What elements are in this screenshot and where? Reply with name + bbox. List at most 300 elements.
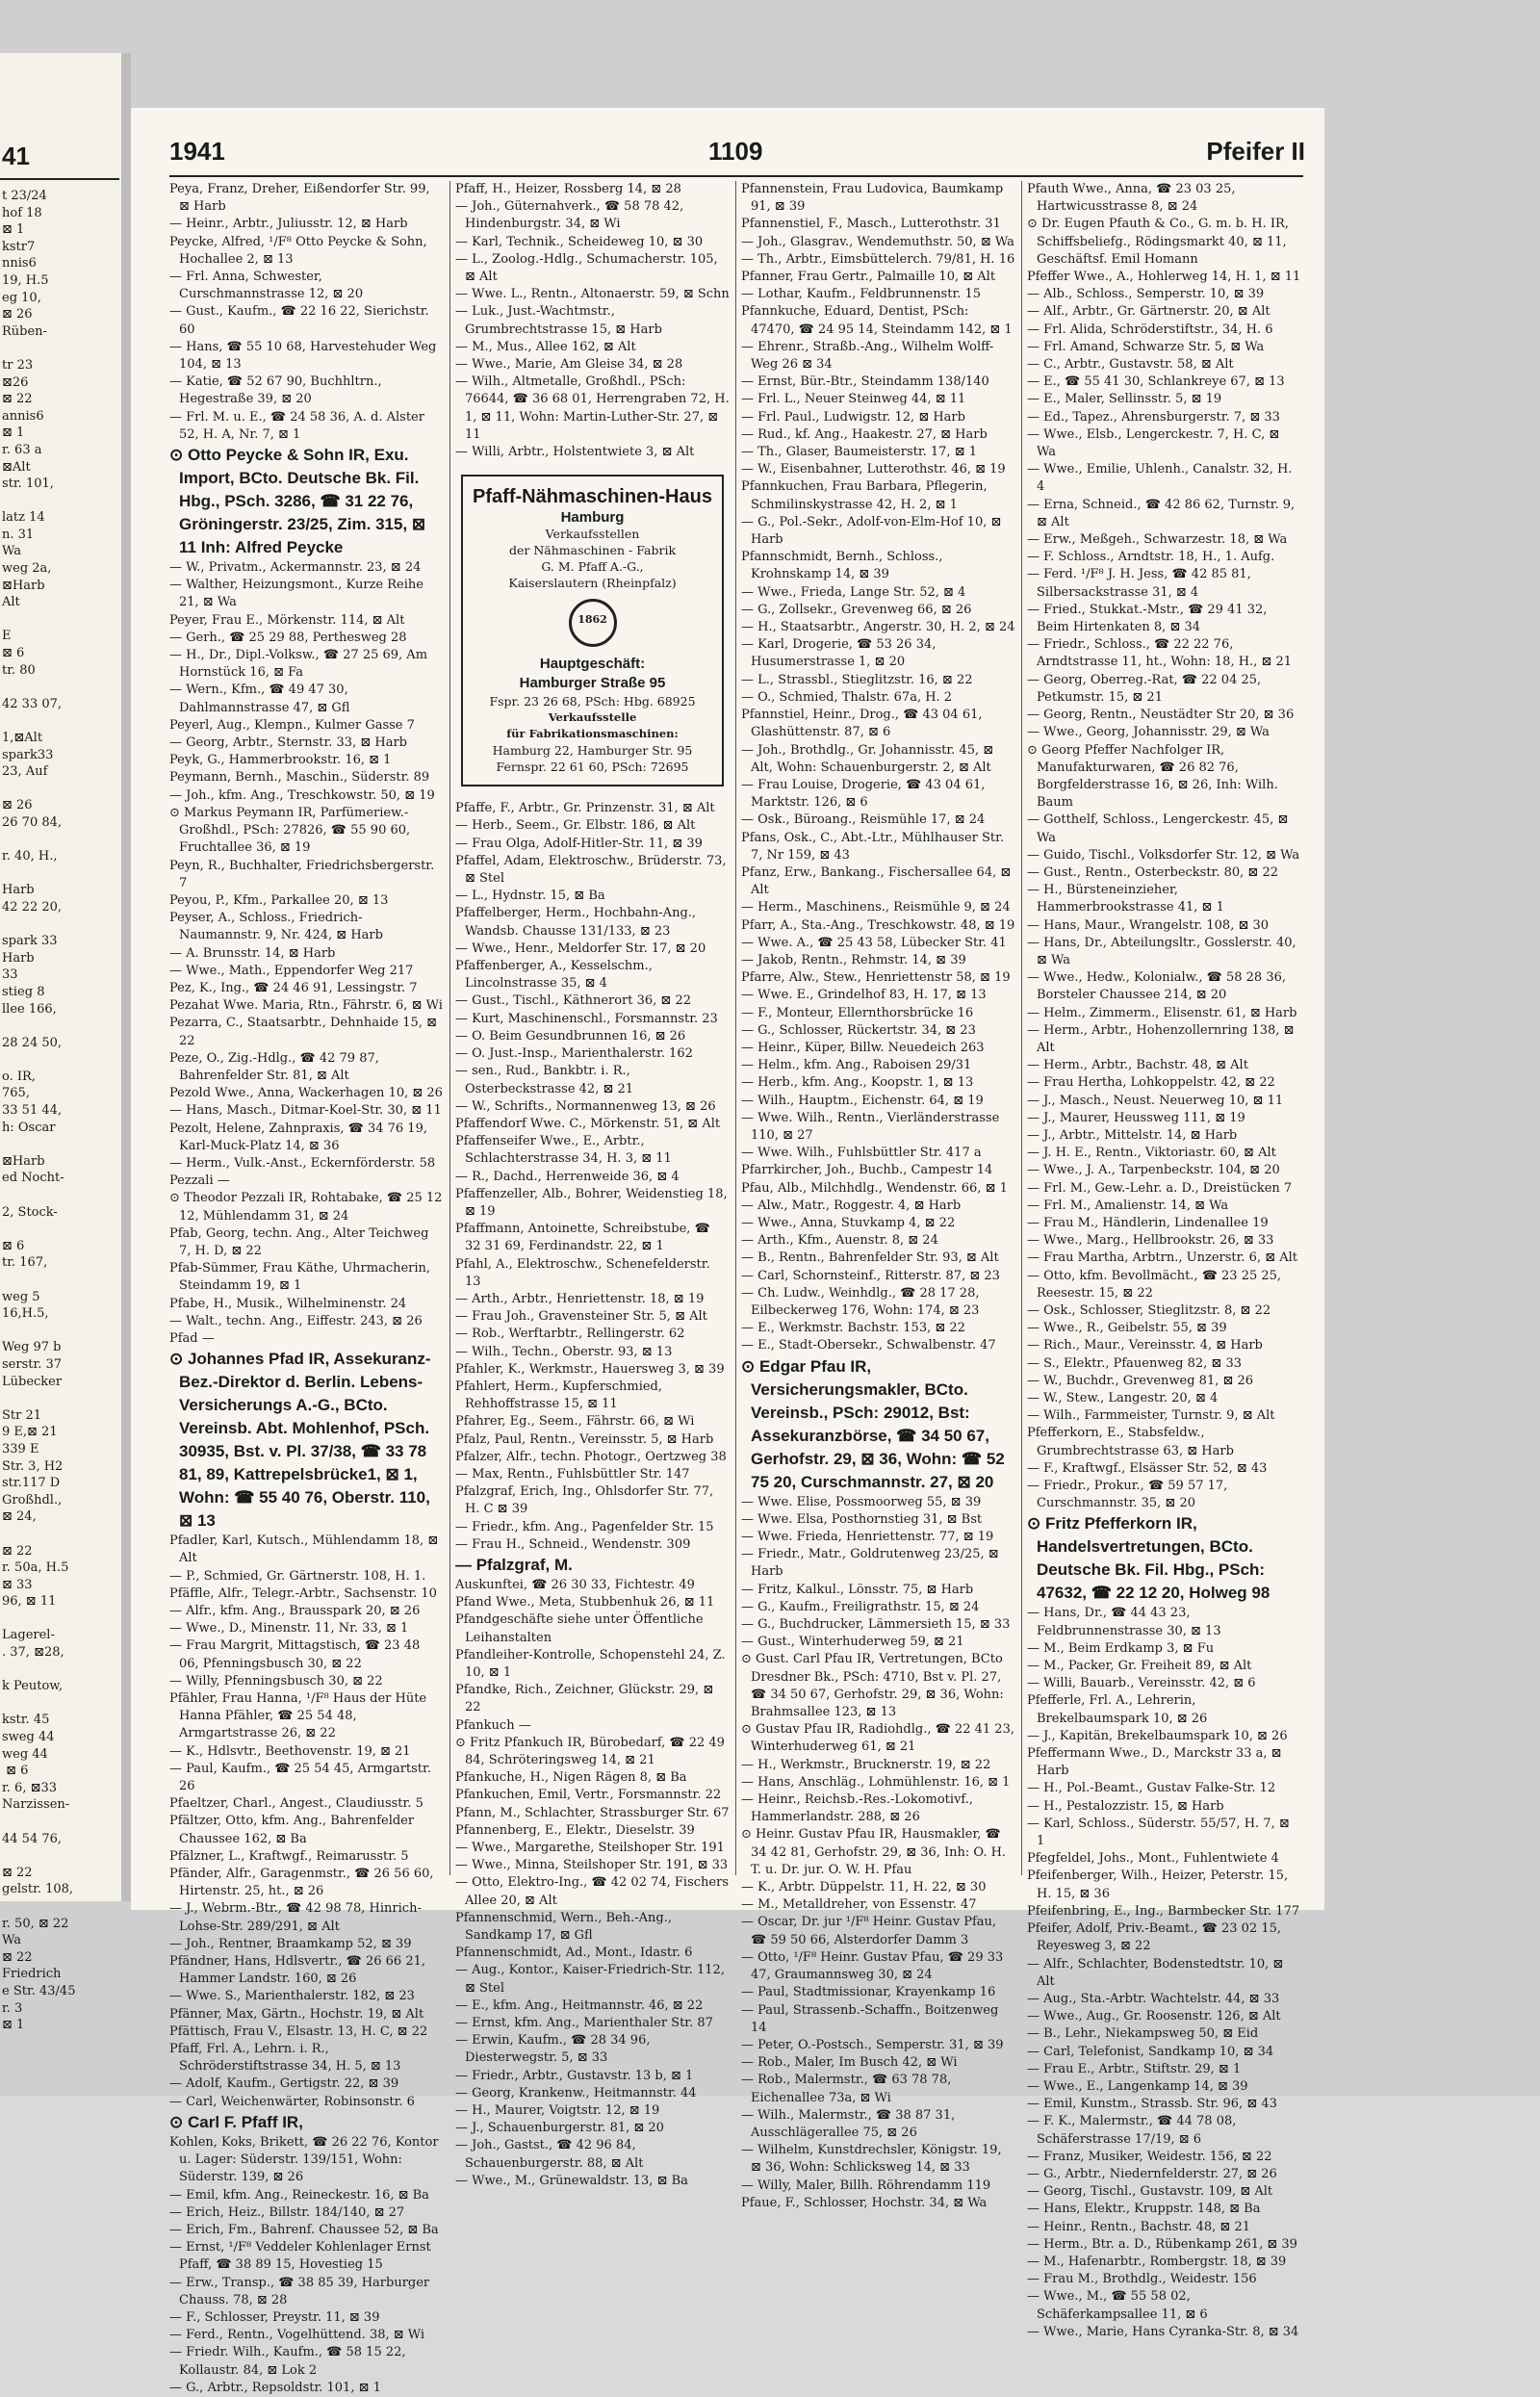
directory-entry: Pfaeltzer, Charl., Angest., Claudiusstr. 5	[169, 1796, 424, 1812]
directory-entry: — Wwe., Emilie, Uhlenh., Canalstr. 32, H. 4	[1027, 462, 1293, 495]
directory-entry: — G., Arbtr., Repsoldstr. 101, ⊠ 1	[169, 2380, 381, 2395]
directory-entry: Pezolt, Helene, Zahnpraxis, ☎ 34 76 19, Karl-Muck-Platz 14, ⊠ 36	[169, 1121, 427, 1153]
directory-entry: — Frau Hertha, Lohkoppelstr. 42, ⊠ 22	[1027, 1075, 1275, 1091]
directory-entry: Pfannenschmid, Wern., Beh.-Ang., Sandkamp 17, ⊠ Gfl	[455, 1910, 672, 1944]
directory-entry: Pfähler, Frau Hanna, ¹/F⁸ Haus der Hüte Hanna Pfähler, ☎ 25 54 48, Armgartstrasse 26, ⊠ 22	[169, 1691, 427, 1741]
directory-entry: Pfaffenseifer Wwe., E., Arbtr., Schlachterstrasse 34, H. 3, ⊠ 11	[455, 1134, 672, 1167]
directory-entry: — Otto, kfm. Bevollmächt., ☎ 23 25 25, Reesestr. 15, ⊠ 22	[1027, 1268, 1282, 1301]
directory-entry: — Frau Martha, Arbtrn., Unzerstr. 6, ⊠ Alt	[1027, 1250, 1298, 1266]
directory-entry: Pfannenberg, E., Elektr., Dieselstr. 39	[455, 1822, 695, 1838]
directory-entry: Pfann, M., Schlachter, Strassburger Str. 67	[455, 1805, 730, 1820]
directory-entry: — F. Schloss., Arndtstr. 18, H., 1. Aufg.	[1027, 550, 1275, 565]
directory-entry: — Luk., Just.-Wachtmstr., Grumbrechtstrasse 15, ⊠ Harb	[455, 304, 662, 337]
directory-entry: — B., Lehr., Niekampsweg 50, ⊠ Eid	[1027, 2026, 1259, 2042]
directory-entry: — Walther, Heizungsmont., Kurze Reihe 21, ⊠ Wa	[169, 578, 424, 610]
directory-entry: — Erna, Schneid., ☎ 42 86 62, Turnstr. 9, ⊠ Alt	[1027, 497, 1296, 529]
directory-entry: — Rob., Maler, Im Busch 42, ⊠ Wi	[741, 2055, 958, 2071]
directory-entry: — Guido, Tischl., Volksdorfer Str. 12, ⊠ Wa	[1027, 847, 1300, 863]
directory-entry: — Jakob, Rentn., Rehmstr. 14, ⊠ 39	[741, 952, 966, 967]
directory-entry: Pfand Wwe., Meta, Stubbenhuk 26, ⊠ 11	[455, 1595, 715, 1611]
directory-entry: Pfefferle, Frl. A., Lehrerin, Brekelbaumspark 10, ⊠ 26	[1027, 1693, 1208, 1726]
directory-entry: — Wwe., Aug., Gr. Roosenstr. 126, ⊠ Alt	[1027, 2009, 1281, 2024]
directory-entry: — Ed., Tapez., Ahrensburgerstr. 7, ⊠ 33	[1027, 409, 1280, 425]
directory-entry: ⊙ Gust. Carl Pfau IR, Vertretungen, BCto Dresdner Bk., PSch: 4710, Bst v. Pl. 27, ☎ 34 50 67, Gerhofstr. 29, ⊠ 36, Wohn: Brahmsallee 123, ⊠ 13	[741, 1652, 1004, 1720]
directory-entry: Pfaue, F., Schlosser, Hochstr. 34, ⊠ Wa	[741, 2195, 988, 2210]
directory-entry: — Wern., Kfm., ☎ 49 47 30, Dahlmannstrasse 47, ⊠ Gfl	[169, 683, 350, 715]
directory-entry: — Walt., techn. Ang., Eiffestr. 243, ⊠ 26	[169, 1313, 423, 1328]
directory-entry: — Frl. M., Gew.-Lehr. a. D., Dreistücken 7	[1027, 1180, 1293, 1196]
directory-entry: — J., Schauenburgerstr. 81, ⊠ 20	[455, 2121, 664, 2136]
directory-entry: — K., Arbtr. Düppelstr. 11, H. 22, ⊠ 30	[741, 1880, 987, 1895]
directory-entry: — Friedr. Wilh., Kaufm., ☎ 58 15 22, Kollaustr. 84, ⊠ Lok 2	[169, 2345, 406, 2378]
directory-entry: — Wilh., Techn., Oberstr. 93, ⊠ 13	[455, 1344, 673, 1359]
directory-entry: Pfab-Sümmer, Frau Käthe, Uhrmacherin, Steindamm 19, ⊠ 1	[169, 1261, 431, 1294]
directory-entry: — Joh., Güternahverk., ☎ 58 78 42, Hindenburgstr. 34, ⊠ Wi	[455, 199, 684, 232]
directory-entry: — G., Buchdrucker, Lämmersieth 15, ⊠ 33	[741, 1617, 1011, 1633]
page-header	[169, 137, 1305, 175]
directory-entry: — C., Arbtr., Gustavstr. 58, ⊠ Alt	[1027, 357, 1234, 373]
directory-entry: — Erich, Heiz., Billstr. 184/140, ⊠ 27	[169, 2204, 405, 2220]
directory-entry: — A. Brunsstr. 14, ⊠ Harb	[169, 945, 336, 961]
directory-entry: — Osk., Schlosser, Stieglitzstr. 8, ⊠ 22	[1027, 1303, 1271, 1318]
directory-entry: ⊙ Theodor Pezzali IR, Rohtabake, ☎ 25 12 12, Mühlendamm 31, ⊠ 24	[169, 1191, 443, 1224]
directory-entry: — Erich, Fm., Bahrenf. Chaussee 52, ⊠ Ba	[169, 2222, 439, 2237]
directory-entry: — Willy, Maler, Billh. Röhrendamm 119	[741, 2178, 991, 2193]
directory-entry: — Karl, Technik., Scheideweg 10, ⊠ 30	[455, 234, 704, 249]
directory-entry: — Herm., Btr. a. D., Rübenkamp 261, ⊠ 39	[1027, 2236, 1297, 2252]
directory-entry: Peya, Franz, Dreher, Eißendorfer Str. 99, ⊠ Harb	[169, 182, 430, 215]
directory-entry: Pfeffermann Wwe., D., Marckstr 33 a, ⊠ Harb	[1027, 1746, 1282, 1779]
directory-entry: Auskunftei, ☎ 26 30 33, Fichtestr. 49	[455, 1577, 695, 1592]
directory-entry: — Wilh., Altmetalle, Großhdl., PSch: 76644, ☎ 36 68 01, Herrengraben 72, H. 1, ⊠ 11, Wohn: Martin-Luther-Str. 27, ⊠ 11	[455, 374, 730, 442]
directory-entry: — Friedr., Matr., Goldrutenweg 23/25, ⊠ Harb	[741, 1547, 999, 1580]
directory-entry: — Wwe., Frieda, Lange Str. 52, ⊠ 4	[741, 584, 966, 600]
directory-entry: — Helm., kfm. Ang., Raboisen 29/31	[741, 1058, 972, 1073]
directory-entry: — Wwe., Marie, Hans Cyranka-Str. 8, ⊠ 34	[1027, 2324, 1299, 2339]
directory-entry: — H., Pestalozzistr. 15, ⊠ Harb	[1027, 1798, 1224, 1814]
directory-entry: — Arth., Arbtr., Henriettenstr. 18, ⊠ 19	[455, 1291, 705, 1306]
directory-entry: — Frau Olga, Adolf-Hitler-Str. 11, ⊠ 39	[455, 836, 703, 851]
directory-entry: — Alf., Arbtr., Gr. Gärtnerstr. 20, ⊠ Alt	[1027, 304, 1270, 320]
directory-entry: — Friedr., Arbtr., Gustavstr. 13 b, ⊠ 1	[455, 2068, 694, 2083]
directory-entry: — Frl. M., Amalienstr. 14, ⊠ Wa	[1027, 1198, 1229, 1213]
directory-entry: — Willi, Bauarb., Vereinsstr. 42, ⊠ 6	[1027, 1676, 1256, 1691]
directory-entry: Pfaffelberger, Herm., Hochbahn-Ang., Wandsb. Chausse 131/133, ⊠ 23	[455, 906, 697, 939]
directory-entry: — Emil, Kunstm., Strassb. Str. 96, ⊠ 43	[1027, 2097, 1277, 2112]
directory-entry: — Joh., Brothdlg., Gr. Johannisstr. 45, ⊠ Alt, Wohn: Schauenburgerstr. 2, ⊠ Alt	[741, 742, 994, 775]
page-year: 1941	[169, 137, 225, 166]
directory-entry: — Wwe., Minna, Steilshoper Str. 191, ⊠ 33	[455, 1858, 729, 1873]
column-divider	[449, 181, 450, 1875]
pfaff-advertisement	[461, 475, 724, 786]
directory-entry: — Ferd. ¹/F⁸ J. H. Jess, ☎ 42 85 81, Silbersackstrasse 31, ⊠ 4	[1027, 567, 1251, 600]
directory-entry: Pfälzner, L., Kraftwgf., Reimarusstr. 5	[169, 1848, 409, 1864]
directory-entry: — J. H. E., Rentn., Viktoriastr. 60, ⊠ Alt	[1027, 1146, 1276, 1161]
directory-entry: — Herm., Arbtr., Bachstr. 48, ⊠ Alt	[1027, 1058, 1248, 1073]
directory-entry: — Herm., Arbtr., Hohenzollernring 138, ⊠ Alt	[1027, 1022, 1295, 1055]
directory-entry: — Rud., kf. Ang., Haakestr. 27, ⊠ Harb	[741, 426, 988, 442]
directory-entry: — E., kfm. Ang., Heitmannstr. 46, ⊠ 22	[455, 1998, 704, 2013]
directory-entry: ⊙ Carl F. Pfaff IR,	[169, 2112, 303, 2131]
directory-entry: — Friedr., kfm. Ang., Pagenfelder Str. 15	[455, 1519, 714, 1534]
directory-entry: — Th., Glaser, Baumeisterstr. 17, ⊠ 1	[741, 445, 977, 460]
directory-entry: — Herb., kfm. Ang., Koopstr. 1, ⊠ 13	[741, 1075, 974, 1091]
directory-entry: Pfannkuchen, Frau Barbara, Pflegerin, Schmilinskystrasse 42, H. 2, ⊠ 1	[741, 479, 988, 512]
directory-entry: ⊙ Markus Peymann IR, Parfümeriew.-Großhdl., PSch: 27826, ☎ 55 90 60, Fruchtallee 36, ⊠ 19	[169, 805, 411, 856]
directory-entry: — Herm., Maschinens., Reismühle 9, ⊠ 24	[741, 900, 1011, 915]
directory-entry: — M., Mus., Allee 162, ⊠ Alt	[455, 339, 636, 354]
directory-entry: — Wwe., Margarethe, Steilshoper Str. 191	[455, 1841, 725, 1856]
ad-sub: für Fabrikationsmaschinen:	[506, 727, 679, 741]
directory-entry: — W., Privatm., Ackermannstr. 23, ⊠ 24	[169, 560, 422, 576]
directory-entry: — Th., Arbtr., Eimsbüttelerch. 79/81, H. 16	[741, 251, 1015, 267]
directory-entry: — Wwe., R., Geibelstr. 55, ⊠ 39	[1027, 1321, 1227, 1336]
directory-entry: Pezold Wwe., Anna, Wackerhagen 10, ⊠ 26	[169, 1086, 443, 1101]
directory-entry: — L., Zoolog.-Hdlg., Schumacherstr. 105, ⊠ Alt	[455, 251, 718, 285]
directory-entry: Pfättisch, Frau V., Elsastr. 13, H. C, ⊠ 22	[169, 2023, 428, 2039]
directory-entry: Pfandleiher-Kontrolle, Schopenstehl 24, Z. 10, ⊠ 1	[455, 1647, 726, 1680]
directory-entry: — Heinr., Küper, Billw. Neuedeich 263	[741, 1040, 985, 1055]
directory-entry: — Wilh., Hauptm., Eichenstr. 64, ⊠ 19	[741, 1093, 984, 1108]
directory-entry: Pfannenschmidt, Ad., Mont., Idastr. 6	[455, 1946, 693, 1961]
directory-entry: Pfannstiel, Heinr., Drog., ☎ 43 04 61, Glashüttenstr. 87, ⊠ 6	[741, 708, 983, 740]
directory-entry: — Wwe. Frieda, Henriettenstr. 77, ⊠ 19	[741, 1530, 994, 1545]
directory-entry: — Alfr., Schlachter, Bodenstedtstr. 10, ⊠ Alt	[1027, 1956, 1284, 1989]
previous-page-text-fragments: t 23/24 hof 18 ⊠ 1 kstr7 nnis6 19, H.5 eg 10, ⊠ 26 Rüben- tr 23 ⊠26 ⊠ 22 annis6 ⊠ 1 r. 63 a ⊠Alt str. 101, latz 14 n. 31 Wa weg 2a, ⊠Harb Alt E ⊠ 6 tr. 80 42 33 07, 1,⊠Alt spark33 23, Auf ⊠ 26 26 70 84, r. 40, H., Harb 42 22 20, spark 33 Harb 33 stieg 8 llee 166, 28 24 50, o. IR, 765, 33 51 44, h: Oscar ⊠Harb ed Nocht- 2, Stock- ⊠ 6 tr. 167, weg 5 16,H.5, Weg 97 b serstr. 37 Lübecker Str 21 9 E,⊠ 21 339 E Str. 3, H2 str.117 D Großhdl., ⊠ 24, ⊠ 22 r. 50a, H.5 ⊠ 33 96, ⊠ 11 Lagerel- . 37, ⊠28, k Peutow, kstr. 45 sweg 44 weg 44 ⊠ 6 r. 6, ⊠33 Narzissen- 44 54 76, ⊠ 22 gelstr. 108, r. 50, ⊠ 22 Wa ⊠ 22 Friedrich e Str. 43/45 r. 3 ⊠ 1	[2, 189, 76, 2033]
directory-entry: — Georg, Oberreg.-Rat, ☎ 22 04 25, Petkumstr. 15, ⊠ 21	[1027, 672, 1262, 705]
directory-entry: ⊙ Fritz Pfankuch IR, Bürobedarf, ☎ 22 49 84, Schröteringsweg 14, ⊠ 21	[455, 1735, 725, 1768]
directory-entry: Pfaffe, F., Arbtr., Gr. Prinzenstr. 31, ⊠ Alt	[455, 801, 715, 816]
directory-entry: Pfabe, H., Musik., Wilhelminenstr. 24	[169, 1296, 407, 1311]
directory-entry: — Carl, Telefonist, Sandkamp 10, ⊠ 34	[1027, 2044, 1274, 2059]
directory-entry: — Joh., Gastst., ☎ 42 96 84, Schauenburgerstr. 88, ⊠ Alt	[455, 2138, 644, 2171]
directory-entry: — Friedr., Prokur., ☎ 59 57 17, Curschmannstr. 35, ⊠ 20	[1027, 1479, 1228, 1511]
directory-entry: — Hans, ☎ 55 10 68, Harvestehuder Weg 104, ⊠ 13	[169, 339, 437, 373]
directory-entry: — M., Metalldreher, von Essenstr. 47	[741, 1897, 977, 1913]
directory-entry: — Emil, kfm. Ang., Reineckestr. 16, ⊠ Ba	[169, 2187, 429, 2203]
directory-entry: — Pfalzgraf, M.	[455, 1555, 573, 1574]
directory-entry: — Katie, ☎ 52 67 90, Buchhltrn., Hegestraße 39, ⊠ 20	[169, 374, 382, 407]
directory-entry: Peyou, P., Kfm., Parkallee 20, ⊠ 13	[169, 892, 389, 908]
directory-entry: — Peter, O.-Postsch., Semperstr. 31, ⊠ 39	[741, 2037, 1004, 2052]
directory-entry: — Heinr., Arbtr., Juliusstr. 12, ⊠ Harb	[169, 217, 408, 232]
directory-entry: Pfans, Osk., C., Abt.-Ltr., Mühlhauser Str. 7, Nr 159, ⊠ 43	[741, 830, 1005, 863]
directory-entry: — Wwe., Math., Eppendorfer Weg 217	[169, 963, 414, 978]
directory-entry: — sen., Rud., Bankbtr. i. R., Osterbeckstrasse 42, ⊠ 21	[455, 1064, 634, 1096]
ad-title: Pfaff-Nähmaschinen-Haus	[473, 486, 712, 508]
directory-entry: — Frau Margrit, Mittagstisch, ☎ 23 48 06, Pfenningsbusch 30, ⊠ 22	[169, 1638, 421, 1671]
ad-hq-title: Hauptgeschäft:	[539, 656, 646, 673]
directory-entry: — Frau M., Brothdlg., Weidestr. 156	[1027, 2272, 1257, 2287]
directory-entry: ⊙ Edgar Pfau IR, Versicherungsmakler, BCto. Vereinsb., PSch: 29012, Bst: Assekuranzbörse, ☎ 34 50 67, Gerhofstr. 29, ⊠ 36, Wohn: ☎ 52 75 20, Curschmannstr. 27, ⊠ 20	[741, 1356, 1005, 1491]
directory-entry: — K., Hdlsvtr., Beethovenstr. 19, ⊠ 21	[169, 1743, 411, 1759]
directory-entry: — Helm., Zimmerm., Elisenstr. 61, ⊠ Harb	[1027, 1005, 1297, 1020]
directory-entry: Peyk, G., Hammerbrookstr. 16, ⊠ 1	[169, 753, 392, 768]
directory-entry: ⊙ Fritz Pfefferkorn IR, Handelsvertretungen, BCto. Deutsche Bk. Fil. Hbg., PSch: 47632, ☎ 22 12 20, Holweg 98	[1027, 1514, 1270, 1603]
directory-entry: — E., Maler, Sellinsstr. 5, ⊠ 19	[1027, 392, 1222, 407]
directory-entry: — E., ☎ 55 41 30, Schlankreye 67, ⊠ 13	[1027, 374, 1285, 390]
directory-entry: — Joh., Rentner, Braamkamp 52, ⊠ 39	[169, 1936, 412, 1951]
directory-entry: Pfauth Wwe., Anna, ☎ 23 03 25, Hartwicusstrasse 8, ⊠ 24	[1027, 182, 1236, 215]
directory-entry: Pfäffle, Alfr., Telegr.-Arbtr., Sachsenstr. 10	[169, 1585, 437, 1601]
directory-entry: — Paul, Strassenb.-Schaffn., Boitzenweg 14	[741, 2002, 999, 2035]
directory-entry: — M., Beim Erdkamp 3, ⊠ Fu	[1027, 1640, 1215, 1656]
directory-entry: — Heinr., Rentn., Bachstr. 48, ⊠ 21	[1027, 2219, 1251, 2234]
directory-entry: — Frl. Alida, Schröderstiftstr., 34, H. 6	[1027, 322, 1273, 337]
directory-entry: Pfeifenbring, E., Ing., Barmbecker Str. 177	[1027, 1903, 1300, 1919]
directory-entry: — Gust., Tischl., Käthnerort 36, ⊠ 22	[455, 993, 692, 1009]
directory-entry: Peyser, A., Schloss., Friedrich-Naumannstr. 9, Nr. 424, ⊠ Harb	[169, 911, 383, 943]
ad-line: der Nähmaschinen - Fabrik	[508, 543, 677, 558]
directory-entry: — Herm., Vulk.-Anst., Eckernförderstr. 58	[169, 1155, 436, 1171]
directory-entry: — Hans, Dr., ☎ 44 43 23, Feldbrunnenstrasse 30, ⊠ 13	[1027, 1606, 1221, 1638]
directory-entry: — Wwe. A., ☎ 25 43 58, Lübecker Str. 41	[741, 935, 1007, 950]
directory-entry: — Joh., Glasgrav., Wendemuthstr. 50, ⊠ Wa	[741, 234, 1014, 249]
directory-entry: — G., Zollsekr., Grevenweg 66, ⊠ 26	[741, 602, 972, 617]
directory-entry: Pezahat Wwe. Maria, Rtn., Fährstr. 6, ⊠ Wi	[169, 998, 443, 1014]
directory-entry: ⊙ Gustav Pfau IR, Radiohdlg., ☎ 22 41 23, Winterhuderweg 61, ⊠ 21	[741, 1722, 1014, 1755]
directory-entry: — Friedr., Schloss., ☎ 22 22 76, Arndtstrasse 11, ht., Wohn: 18, H., ⊠ 21	[1027, 637, 1293, 670]
directory-entry: — Arth., Kfm., Auenstr. 8, ⊠ 24	[741, 1233, 938, 1249]
directory-entry: ⊙ Heinr. Gustav Pfau IR, Hausmakler, ☎ 34 42 81, Gerhofstr. 29, ⊠ 36, Inh: O. H. T. u. Dr. jur. O. W. H. Pfau	[741, 1827, 1007, 1877]
directory-entry: — Wwe., M., ☎ 55 58 02, Schäferkampsallee 11, ⊠ 6	[1027, 2289, 1208, 2322]
directory-entry: — Wilh., Malermstr., ☎ 38 87 31, Ausschlägerallee 75, ⊠ 26	[741, 2107, 956, 2140]
directory-entry: Pfarr, A., Sta.-Ang., Treschkowstr. 48, ⊠ 19	[741, 917, 1015, 933]
directory-entry: Pfannenstiel, F., Masch., Lutterothstr. 31	[741, 217, 1001, 232]
directory-entry: — J., Maurer, Heussweg 111, ⊠ 19	[1027, 1110, 1245, 1125]
directory-entry: — O. Just.-Insp., Marienthalerstr. 162	[455, 1046, 693, 1062]
directory-entry: — Wwe., M., Grünewaldstr. 13, ⊠ Ba	[455, 2173, 688, 2188]
directory-entry: Pfannkuche, Eduard, Dentist, PSch: 47470, ☎ 24 95 14, Steindamm 142, ⊠ 1	[741, 304, 1013, 337]
directory-entry: — Kurt, Maschinenschl., Forsmannstr. 23	[455, 1011, 718, 1026]
directory-entry: — Georg, Arbtr., Sternstr. 33, ⊠ Harb	[169, 735, 407, 751]
directory-entry: — Herb., Seem., Gr. Elbstr. 186, ⊠ Alt	[455, 818, 696, 834]
directory-entry: — Rob., Werftarbtr., Rellingerstr. 62	[455, 1327, 685, 1342]
directory-entry: — Frau M., Händlerin, Lindenallee 19	[1027, 1215, 1269, 1230]
directory-entry: Pezarra, C., Staatsarbtr., Dehnhaide 15, ⊠ 22	[169, 1016, 437, 1048]
directory-entry: Pfanz, Erw., Bankang., Fischersallee 64, ⊠ Alt	[741, 864, 1012, 898]
directory-entry: — Fritz, Kalkul., Lönsstr. 75, ⊠ Harb	[741, 1582, 974, 1597]
directory-entry: Pfaffenzeller, Alb., Bohrer, Weidenstieg 18, ⊠ 19	[455, 1186, 728, 1219]
directory-entry: — Osk., Büroang., Reismühle 17, ⊠ 24	[741, 812, 986, 828]
directory-entry: — Hans, Masch., Ditmar-Koel-Str. 30, ⊠ 11	[169, 1103, 442, 1119]
directory-entry: Pfanner, Frau Gertr., Palmaille 10, ⊠ Alt	[741, 270, 996, 285]
directory-entry: — Wwe., Anna, Stuvkamp 4, ⊠ 22	[741, 1215, 956, 1230]
directory-entry: Pfandgeschäfte siehe unter Öffentliche Leihanstalten	[455, 1612, 704, 1645]
ad-line: Verkaufsstellen	[545, 527, 640, 542]
directory-entry: — Oscar, Dr. jur ¹/F⁸ Heinr. Gustav Pfau, ☎ 59 50 66, Alsterdorfer Damm 3	[741, 1915, 997, 1947]
directory-entry: — Frl. Anna, Schwester, Curschmannstrasse 12, ⊠ 20	[169, 270, 364, 302]
directory-entry: — G., Pol.-Sekr., Adolf-von-Elm-Hof 10, ⊠ Harb	[741, 514, 1002, 548]
directory-entry: — Carl, Weichenwärter, Robinsonstr. 6	[169, 2094, 415, 2109]
directory-entry: — R., Dachd., Herrenweide 36, ⊠ 4	[455, 1169, 680, 1184]
directory-entry: Pfahrer, Eg., Seem., Fährstr. 66, ⊠ Wi	[455, 1414, 695, 1430]
directory-entry: Pez, K., Ing., ☎ 24 46 91, Lessingstr. 7	[169, 980, 418, 995]
page-number: 1109	[708, 137, 763, 166]
directory-entry: — Joh., kfm. Ang., Treschkowstr. 50, ⊠ 19	[169, 787, 435, 803]
directory-entry: — Erwin, Kaufm., ☎ 28 34 96, Diesterwegstr. 5, ⊠ 33	[455, 2033, 651, 2066]
directory-entry: — Wilhelm, Kunstdrechsler, Königstr. 19, ⊠ 36, Wohn: Schlicksweg 14, ⊠ 33	[741, 2143, 1002, 2176]
directory-entry: — Carl, Schornsteinf., Ritterstr. 87, ⊠ 23	[741, 1268, 1000, 1283]
directory-entry: Kohlen, Koks, Brikett, ☎ 26 22 76, Kontor u. Lager: Süderstr. 139/151, Wohn: Süderstr. 139, ⊠ 26	[169, 2134, 439, 2185]
directory-entry: Pfänder, Alfr., Garagenmstr., ☎ 26 56 60, Hirtenstr. 25, ht., ⊠ 26	[169, 1867, 434, 1899]
directory-entry: — Wwe. Elise, Possmoorweg 55, ⊠ 39	[741, 1494, 982, 1509]
running-head: Pfeifer II	[1206, 137, 1305, 166]
directory-entry: — H., Werkmstr., Brucknerstr. 19, ⊠ 22	[741, 1757, 991, 1772]
directory-entry: — Wwe., Marie, Am Gleise 34, ⊠ 28	[455, 357, 683, 373]
directory-entry: — Alb., Schloss., Semperstr. 10, ⊠ 39	[1027, 287, 1265, 302]
directory-page	[131, 108, 1324, 2395]
directory-entry: — Aug., Kontor., Kaiser-Friedrich-Str. 112, ⊠ Stel	[455, 1963, 725, 1996]
column-divider	[735, 181, 736, 1875]
directory-entry: Pfab, Georg, techn. Ang., Alter Teichweg 7, H. D, ⊠ 22	[169, 1225, 429, 1258]
directory-entry: — Gerh., ☎ 25 29 88, Perthesweg 28	[169, 630, 407, 645]
directory-entry: — F., Kraftwgf., Elsässer Str. 52, ⊠ 43	[1027, 1460, 1268, 1476]
directory-entry: — H., Maurer, Voigtstr. 12, ⊠ 19	[455, 2103, 660, 2119]
directory-entry: Pfaffmann, Antoinette, Schreibstube, ☎ 32 31 69, Ferdinandstr. 22, ⊠ 1	[455, 1222, 710, 1254]
directory-entry: — H., Dr., Dipl.-Volksw., ☎ 27 25 69, Am Hornstück 16, ⊠ Fa	[169, 648, 428, 681]
directory-entry: — F., Schlosser, Preystr. 11, ⊠ 39	[169, 2309, 380, 2325]
directory-entry: Pfaffendorf Wwe. C., Mörkenstr. 51, ⊠ Alt	[455, 1116, 721, 1131]
ad-sub: Fernspr. 22 61 60, PSch: 72695	[496, 760, 689, 775]
directory-entry: Pfahler, K., Werkmstr., Hauersweg 3, ⊠ 39	[455, 1361, 725, 1377]
directory-entry: Pfalzer, Alfr., techn. Photogr., Oertzweg 38	[455, 1449, 727, 1464]
directory-entry: Pfeffer Wwe., A., Hohlerweg 14, H. 1, ⊠ 11	[1027, 270, 1301, 285]
directory-entry: — Wwe., Hedw., Kolonialw., ☎ 58 28 36, Borsteler Chaussee 214, ⊠ 20	[1027, 970, 1286, 1003]
directory-entry: — J., Masch., Neust. Neuerweg 10, ⊠ 11	[1027, 1093, 1284, 1108]
directory-entry: — Willy, Pfenningsbusch 30, ⊠ 22	[169, 1673, 383, 1688]
previous-page-rule	[0, 178, 119, 180]
directory-entry: — S., Elektr., Pfauenweg 82, ⊠ 33	[1027, 1355, 1242, 1371]
directory-entry: — F. K., Malermstr., ☎ 44 78 08, Schäferstrasse 17/19, ⊠ 6	[1027, 2114, 1237, 2147]
directory-entry: — O., Schmied, Thalstr. 67a, H. 2	[741, 689, 953, 705]
previous-page-edge	[0, 53, 123, 2033]
directory-entry: — B., Rentn., Bahrenfelder Str. 93, ⊠ Alt	[741, 1250, 999, 1266]
directory-entry: Pfältzer, Otto, kfm. Ang., Bahrenfelder Chaussee 162, ⊠ Ba	[169, 1814, 415, 1846]
directory-entry: — Franz, Musiker, Weidestr. 156, ⊠ 22	[1027, 2149, 1272, 2164]
directory-entry: Pfadler, Karl, Kutsch., Mühlendamm 18, ⊠ Alt	[169, 1534, 439, 1566]
directory-entry: Pfankuche, H., Nigen Rägen 8, ⊠ Ba	[455, 1770, 687, 1786]
directory-entry: — Gotthelf, Schloss., Lengerckestr. 45, ⊠ Wa	[1027, 812, 1289, 845]
ad-sub: Hamburg 22, Hamburger Str. 95	[492, 743, 693, 759]
directory-entry: — J., Webrm.-Btr., ☎ 42 98 78, Hinrich-Lohse-Str. 289/291, ⊠ Alt	[169, 1901, 422, 1934]
directory-entry: — H., Pol.-Beamt., Gustav Falke-Str. 12	[1027, 1781, 1276, 1796]
ad-city: Hamburg	[560, 509, 625, 527]
directory-entry: Pfarre, Alw., Stew., Henriettenstr 58, ⊠ 19	[741, 970, 1011, 986]
directory-entry: Pfeifer, Adolf, Priv.-Beamt., ☎ 23 02 15, Reyesweg 3, ⊠ 22	[1027, 1921, 1282, 1954]
directory-entry: — Frau Joh., Gravensteiner Str. 5, ⊠ Alt	[455, 1309, 707, 1325]
directory-entry: — Ehrenr., Straßb.-Ang., Wilhelm Wolff-Weg 26 ⊠ 34	[741, 339, 994, 373]
directory-entry: — O. Beim Gesundbrunnen 16, ⊠ 26	[455, 1028, 686, 1044]
directory-entry: Pezzali —	[169, 1173, 230, 1189]
directory-entry: Pfankuchen, Emil, Vertr., Forsmannstr. 22	[455, 1788, 722, 1803]
directory-entry: Pfegfeldel, Johs., Mont., Fuhlentwiete 4	[1027, 1851, 1279, 1867]
directory-entry: — Wilh., Farmmeister, Turnstr. 9, ⊠ Alt	[1027, 1408, 1275, 1424]
directory-entry: Pfau, Alb., Milchhdlg., Wendenstr. 66, ⊠ 1	[741, 1180, 1008, 1196]
entry-column-4	[1027, 181, 1301, 2339]
directory-entry: — Paul, Stadtmissionar, Krayenkamp 16	[741, 1985, 996, 2000]
directory-entry: Pfefferkorn, E., Stabsfeldw., Grumbrechtstrasse 63, ⊠ Harb	[1027, 1426, 1234, 1458]
directory-entry: ⊙ Dr. Eugen Pfauth & Co., G. m. b. H. IR, Schiffsbeliefg., Rödingsmarkt 40, ⊠ 11, Geschäftsf. Emil Homann	[1027, 217, 1289, 267]
directory-entry: — Otto, Elektro-Ing., ☎ 42 02 74, Fischers Allee 20, ⊠ Alt	[455, 1875, 729, 1908]
directory-entry: — Gust., Rentn., Osterbeckstr. 80, ⊠ 22	[1027, 864, 1278, 880]
directory-entry: Pfaffenberger, A., Kesselschm., Lincolnstrasse 35, ⊠ 4	[455, 959, 653, 992]
directory-entry: Peze, O., Zig.-Hdlg., ☎ 42 79 87, Bahrenfelder Str. 81, ⊠ Alt	[169, 1050, 379, 1083]
directory-entry: — Ch. Ludw., Weinhdlg., ☎ 28 17 28, Eilbeckerweg 176, Wohn: 174, ⊠ 23	[741, 1285, 980, 1318]
directory-entry: — Frl. Paul., Ludwigstr. 12, ⊠ Harb	[741, 409, 965, 425]
directory-entry: — Frl. Amand, Schwarze Str. 5, ⊠ Wa	[1027, 339, 1265, 354]
directory-entry: — Wwe., E., Langenkamp 14, ⊠ 39	[1027, 2078, 1248, 2094]
directory-entry: Peyer, Frau E., Mörkenstr. 114, ⊠ Alt	[169, 612, 405, 628]
directory-entry: — Ernst, Bür.-Btr., Steindamm 138/140	[741, 374, 989, 390]
directory-entry: — W., Buchdr., Grevenweg 81, ⊠ 26	[1027, 1373, 1254, 1388]
ad-line: Kaiserslautern (Rheinpfalz)	[508, 576, 677, 591]
directory-entry: — P., Schmied, Gr. Gärtnerstr. 108, H. 1.	[169, 1568, 426, 1584]
directory-entry: — Wwe., Marg., Hellbrookstr. 26, ⊠ 33	[1027, 1233, 1274, 1249]
directory-entry: — Alw., Matr., Roggestr. 4, ⊠ Harb	[741, 1198, 962, 1213]
directory-entry: Pfahl, A., Elektroschw., Schenefelderstr. 13	[455, 1256, 710, 1289]
directory-entry: — Hans, Elektr., Kruppstr. 148, ⊠ Ba	[1027, 2202, 1261, 2217]
directory-entry: — Hans, Dr., Abteilungsltr., Gosslerstr. 40, ⊠ Wa	[1027, 935, 1296, 967]
directory-entry: — Wwe. Wilh., Fuhlsbüttler Str. 417 a	[741, 1146, 982, 1161]
directory-entry: — Karl, Schloss., Süderstr. 55/57, H. 7, ⊠ 1	[1027, 1816, 1290, 1849]
directory-entry: Pfändner, Hans, Hdlsvertr., ☎ 26 66 21, Hammer Landstr. 160, ⊠ 26	[169, 1954, 426, 1987]
directory-entry: — W., Stew., Langestr. 20, ⊠ 4	[1027, 1391, 1219, 1406]
directory-entry: — Wwe., Elsb., Lengerckestr. 7, H. C, ⊠ Wa	[1027, 426, 1280, 460]
directory-entry: Pfänner, Max, Gärtn., Hochstr. 19, ⊠ Alt	[169, 2006, 424, 2022]
directory-entry: Pfankuch —	[455, 1717, 531, 1733]
directory-entry: — Gust., Kaufm., ☎ 22 16 22, Sierichstr. 60	[169, 304, 429, 337]
ad-line: G. M. Pfaff A.-G.,	[541, 559, 644, 575]
directory-entry: Pfad —	[169, 1330, 215, 1346]
directory-entry: — Paul, Kaufm., ☎ 25 54 45, Armgartstr. 26	[169, 1761, 431, 1794]
directory-entry: Peyn, R., Buchhalter, Friedrichsbergerstr. 7	[169, 858, 435, 890]
directory-entry: Pfarrkircher, Joh., Buchb., Campestr 14	[741, 1163, 993, 1178]
directory-entry: — Hans, Anschläg., Lohmühlenstr. 16, ⊠ 1	[741, 1774, 1011, 1790]
directory-entry: Peyerl, Aug., Klempn., Kulmer Gasse 7	[169, 717, 415, 733]
directory-entry: — Hans, Maur., Wrangelstr. 108, ⊠ 30	[1027, 917, 1270, 933]
directory-entry: — G., Arbtr., Niedernfelderstr. 27, ⊠ 26	[1027, 2166, 1277, 2181]
directory-entry: — Wwe., Henr., Meldorfer Str. 17, ⊠ 20	[455, 941, 706, 956]
ad-phones: Fspr. 23 26 68, PSch: Hbg. 68925	[489, 694, 696, 709]
directory-entry: — Karl, Drogerie, ☎ 53 26 34, Husumerstrasse 1, ⊠ 20	[741, 637, 937, 670]
ad-sub: Verkaufsstelle	[548, 710, 637, 725]
directory-entry: — Lothar, Kaufm., Feldbrunnenstr. 15	[741, 287, 982, 302]
directory-entry: ⊙ Johannes Pfad IR, Assekuranz-Bez.-Direktor d. Berlin. Lebens-Versicherungs A.-G., BCto. Vereinsb. Abt. Mohlenhof, PSch. 30935, Bst. v. Pl. 37/38, ☎ 33 78 81, 89, Kattrepelsbrücke1, ⊠ 1, Wohn: ☎ 55 40 76, Oberstr. 110, ⊠ 13	[169, 1350, 431, 1531]
directory-entry: — Wwe., Georg, Johannisstr. 29, ⊠ Wa	[1027, 725, 1270, 740]
directory-entry: Peycke, Alfred, ¹/F⁸ Otto Peycke & Sohn, Hochallee 2, ⊠ 13	[169, 234, 427, 267]
entry-column-2	[455, 181, 730, 2188]
directory-entry: — L., Hydnstr. 15, ⊠ Ba	[455, 889, 605, 904]
directory-entry: — Georg, Rentn., Neustädter Str 20, ⊠ 36	[1027, 708, 1295, 723]
directory-entry: — Erw., Transp., ☎ 38 85 39, Harburger Chauss. 78, ⊠ 28	[169, 2275, 430, 2307]
directory-entry: ⊙ Otto Peycke & Sohn IR, Exu. Import, BCto. Deutsche Bk. Fil. Hbg., PSch. 3286, ☎ 31 22 76, Gröningerstr. 23/25, Zim. 315, ⊠ 11 Inh: Alfred Peycke	[169, 446, 426, 557]
directory-entry: — J., Arbtr., Mittelstr. 14, ⊠ Harb	[1027, 1127, 1238, 1143]
directory-entry: — W., Schrifts., Normannenweg 13, ⊠ 26	[455, 1098, 716, 1114]
directory-entry: Peymann, Bernh., Maschin., Süderstr. 89	[169, 770, 430, 786]
directory-entry: Pfaff, Frl. A., Lehrn. i. R., Schröderstiftstrasse 34, H. 5, ⊠ 13	[169, 2042, 401, 2075]
directory-entry: — Fried., Stukkat.-Mstr., ☎ 29 41 32, Beim Hirtenkaten 8, ⊠ 34	[1027, 602, 1268, 635]
directory-entry: — Wwe. Elsa, Posthornstieg 31, ⊠ Bst	[741, 1511, 983, 1527]
directory-entry: — E., Stadt-Obersekr., Schwalbenstr. 47	[741, 1338, 996, 1353]
directory-entry: Pfaffel, Adam, Elektroschw., Brüderstr. 73, ⊠ Stel	[455, 853, 727, 887]
directory-entry: — Georg, Tischl., Gustavstr. 109, ⊠ Alt	[1027, 2184, 1273, 2200]
directory-entry: — Wwe. E., Grindelhof 83, H. 17, ⊠ 13	[741, 988, 987, 1003]
directory-entry: — L., Strassbl., Stieglitzstr. 16, ⊠ 22	[741, 672, 973, 687]
directory-entry: — Frl. L., Neuer Steinweg 44, ⊠ 11	[741, 392, 966, 407]
header-rule	[169, 175, 1303, 177]
directory-entry: — Wwe. L., Rentn., Altonaerstr. 59, ⊠ Schn	[455, 287, 730, 302]
